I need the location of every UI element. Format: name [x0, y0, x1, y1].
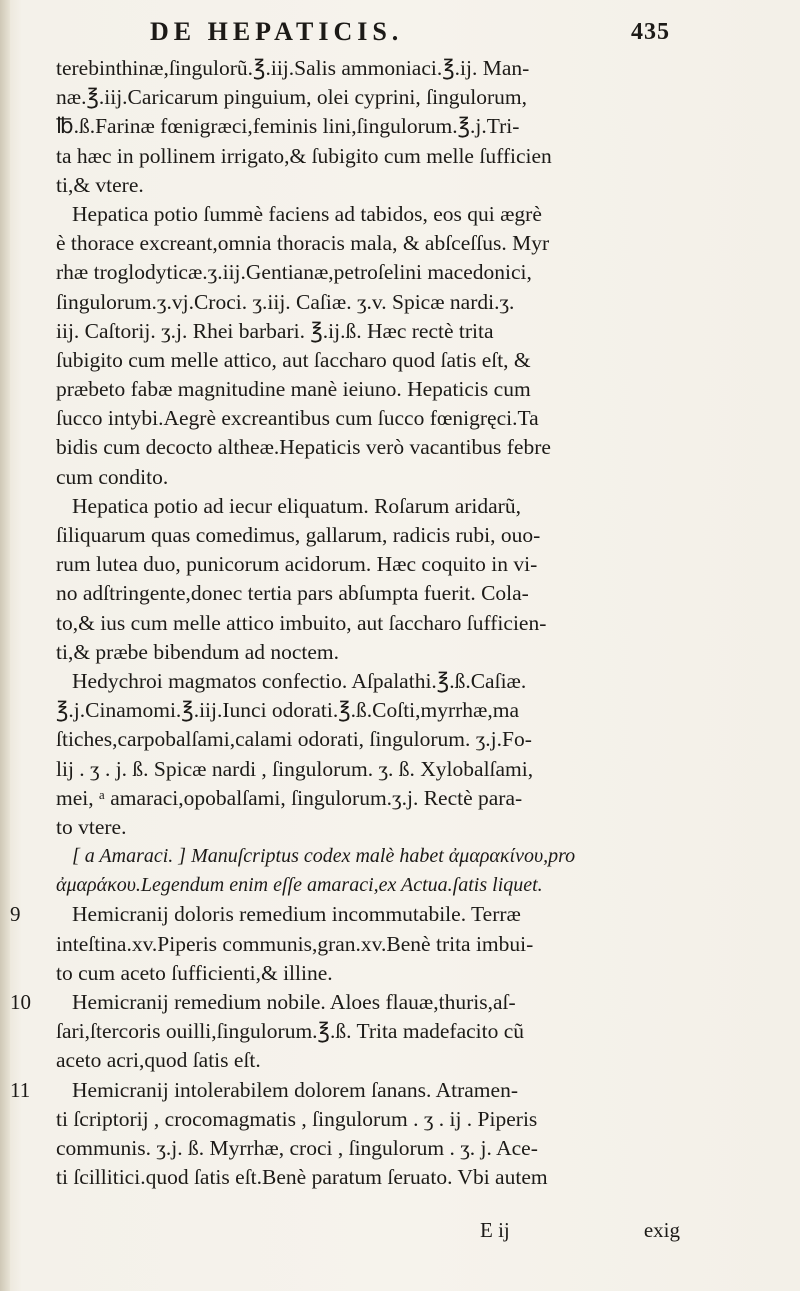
page-footer	[480, 1218, 680, 1243]
text-line: no adſtringente,donec tertia pars abſumpta fuerit. Cola-	[56, 581, 529, 606]
running-title: DE HEPATICIS.	[150, 17, 404, 46]
text-line: è thorace excreant,omnia thoracis mala, & abſceſſus. Myr	[56, 231, 550, 256]
text-line: aceto acri,quod ſatis eſt.	[56, 1048, 261, 1073]
text-line: ti ſcillitici.quod ſatis eſt.Benè paratum ſeruato. Vbi autem	[56, 1165, 548, 1190]
page-spine-shadow	[0, 0, 10, 1291]
text-line: to,& ius cum melle attico imbuito, aut ſaccharo ſufficien-	[56, 610, 547, 635]
text-line: ℔.ß.Farinæ fœnigræci,feminis lini,ſingulorum.℥.j.Tri-	[56, 114, 520, 139]
text-line: rum lutea duo, punicorum acidorum. Hæc coquito in vi-	[56, 552, 538, 577]
text-line: to cum aceto ſufficienti,& illine.	[56, 960, 333, 985]
text-line: terebinthinæ,ſingulorũ.℥.iij.Salis ammoniaci.℥.ij. Man-	[56, 56, 530, 80]
text-line: inteſtina.xv.Piperis communis,gran.xv.Benè trita imbui-	[56, 931, 534, 956]
text-line: rhæ troglodyticæ.ʒ.iij.Gentianæ,petroſelini macedonici,	[56, 260, 532, 285]
text-line: communis. ʒ.j. ß. Myrrhæ, croci , ſingulorum . ʒ. j. Ace-	[56, 1135, 538, 1160]
text-line: ſucco intybi.Aegrè excreantibus cum ſucco fœnigręci.Ta	[56, 406, 539, 431]
text-line: to vtere.	[56, 814, 127, 839]
text-line: ti,& vtere.	[56, 172, 144, 197]
numbered-recipe	[10, 900, 706, 929]
text-line: præbeto fabæ magnitudine manè ieiuno. Hepaticis cum	[56, 377, 531, 402]
paragraph-start: Hepatica potio ad iecur eliquatum. Roſarum aridarũ,	[72, 493, 521, 518]
numbered-recipe	[10, 988, 706, 1017]
text-line: mei, ᵃ amaraci,opobalſami, ſingulorum.ʒ.j. Rectè para-	[56, 785, 523, 810]
paragraph-start: Hepatica potio ſummè faciens ad tabidos, eos qui ægrè	[72, 201, 542, 226]
text-line: cum condito.	[56, 464, 169, 489]
text-line: ſubigito cum melle attico, aut ſaccharo quod ſatis eſt, &	[56, 347, 531, 372]
signature-mark: E ij	[480, 1218, 510, 1242]
margin-number: 11	[10, 1077, 31, 1102]
annotation-line: [ a Amaraci. ] Manuſcriptus codex malè habet ἀμαρακίνου,pro	[72, 845, 576, 868]
text-line: ſtiches,carpobalſami,calami odorati, ſingulorum. ʒ.j.Fo-	[56, 727, 532, 752]
running-header	[150, 12, 670, 52]
text-line: næ.℥.iij.Caricarum pinguium, olei cyprini, ſingulorum,	[56, 85, 528, 110]
catchword: exig	[643, 1218, 680, 1242]
numbered-recipe	[10, 1076, 706, 1105]
text-line: ℥.j.Cinamomi.℥.iij.Iunci odorati.℥.ß.Coſti,myrrhæ,ma	[56, 698, 520, 723]
text-line: ti ſcriptorij , crocomagmatis , ſingulorum . ʒ . ij . Piperis	[56, 1106, 538, 1131]
recipe-text: Hemicranij remedium nobile. Aloes flauæ,thuris,aſ-	[72, 990, 516, 1014]
annotation-line: ἀμαράκου.Legendum enim eſſe amaraci,ex Actua.ſatis liquet.	[56, 874, 543, 897]
paragraph-start: Hedychroi magmatos confectio. Aſpalathi.℥.ß.Caſiæ.	[72, 668, 527, 693]
recipe-text: Hemicranij intolerabilem dolorem ſanans. Atramen-	[72, 1077, 518, 1102]
page-number: 435	[631, 18, 670, 45]
text-line: iij. Caſtorij. ʒ.j. Rhei barbari. ℥.ij.ß. Hæc rectè trita	[56, 318, 494, 343]
recipe-text: Hemicranij doloris remedium incommutabile. Terræ	[72, 902, 521, 927]
text-line: ti,& præbe bibendum ad noctem.	[56, 639, 340, 664]
text-line: ſiliquarum quas comedimus, gallarum, radicis rubi, ouo-	[56, 523, 541, 547]
margin-number: 9	[10, 902, 21, 927]
text-line: lij . ʒ . j. ß. Spicæ nardi , ſingulorum. ʒ. ß. Xylobalſami,	[56, 756, 534, 781]
margin-number: 10	[10, 990, 31, 1014]
text-line: ta hæc in pollinem irrigato,& ſubigito cum melle ſufficien	[56, 143, 552, 168]
body-text	[10, 54, 706, 1192]
text-line: ſingulorum.ʒ.vj.Croci. ʒ.iij. Caſiæ. ʒ.v. Spicæ nardi.ʒ.	[56, 289, 515, 314]
text-line: ſari,ſtercoris ouilli,ſingulorum.℥.ß. Trita madefacito cũ	[56, 1019, 525, 1044]
text-line: bidis cum decocto altheæ.Hepaticis verò vacantibus febre	[56, 435, 551, 460]
